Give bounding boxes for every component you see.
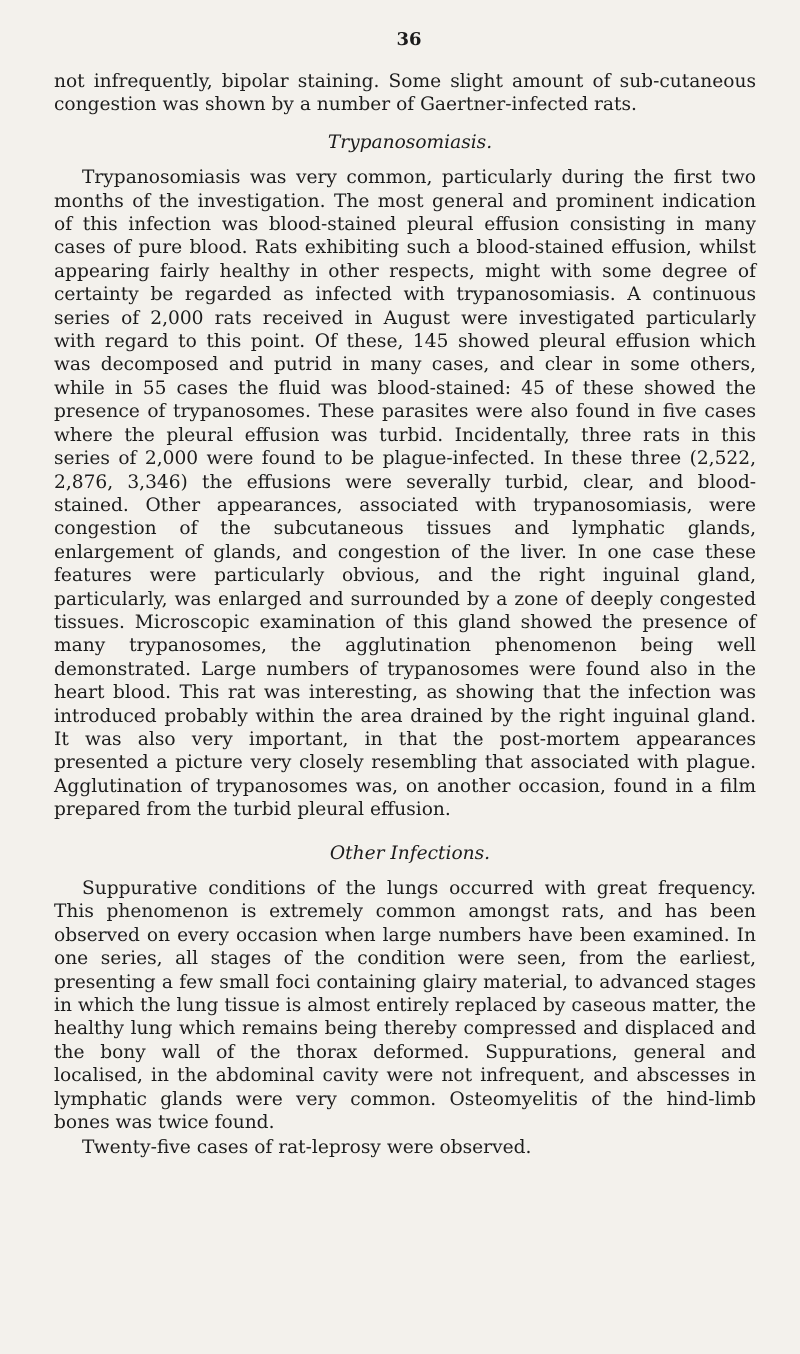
page-number: 36	[396, 29, 422, 50]
section-heading-trypanosomiasis: Trypanosomiasis.	[327, 131, 493, 153]
trypanosomiasis-paragraph: Trypanosomiasis was very common, particularly during the first two months of the investigation. The most general and prominent indication of this infection was blood-stained pleural effusion consisting in many cases of pure blood. Rats exhibiting such a blood-stained effusion, whilst appearing fairly healthy in other respects, might with some degree of certainty be regarded as infected with trypanosomiasis. A continuous series of 2,000 rats received in August were investigated particularly with regard to this point. Of these, 145 showed pleural effusion which was decomposed and putrid in many cases, and clear in some others, while in 55 cases the fluid was blood-stained: 45 of these showed the presence of trypanosomes. These parasites were also found in five cases where the pleural effusion was turbid. Incidentally, three rats in this series of 2,000 were found to be plague-infected. In these three (2,522, 2,876, 3,346) the effusions were severally turbid, clear, and blood-stained. Other appearances, associated with trypanosomiasis, were congestion of the subcutaneous tissues and lymphatic glands, enlargement of glands, and congestion of the liver. In one case these features were particularly obvious, and the right inguinal gland, particularly, was enlarged and surrounded by a zone of deeply congested tissues. Microscopic examination of this gland showed the presence of many trypanosomes, the agglutination phenomenon being well demonstrated. Large numbers of trypanosomes were found also in the heart blood. This rat was interesting, as showing that the infection was introduced probably within the area drained by the right inguinal gland. It was also very important, in that the post-mortem appearances presented a picture very closely resembling that associated with plague. Agglutination of trypanosomes was, on another occasion, found in a film prepared from the turbid pleural effusion.	[54, 167, 756, 821]
other-infections-paragraph: Suppurative conditions of the lungs occurred with great frequency. This phenomenon is extremely common amongst rats, and has been observed on every occasion when large numbers have been examined. In one series, all stages of the condition were seen, from the earliest, presenting a few small foci containing glairy material, to advanced stages in which the lung tissue is almost entirely replaced by caseous matter, the healthy lung which remains being thereby compressed and displaced and the bony wall of the thorax deformed. Suppurations, general and localised, in the abdominal cavity were not infrequent, and abscesses in lymphatic glands were very common. Osteomyelitis of the hind-limb bones was twice found.	[54, 878, 756, 1134]
closing-line: Twenty-five cases of rat-leprosy were observed.	[82, 1137, 532, 1159]
intro-paragraph: not infrequently, bipolar staining. Some slight amount of sub-cutaneous congestion was shown by a number of Gaertner-infected rats.	[54, 71, 756, 116]
section-heading-other-infections: Other Infections.	[329, 842, 491, 864]
